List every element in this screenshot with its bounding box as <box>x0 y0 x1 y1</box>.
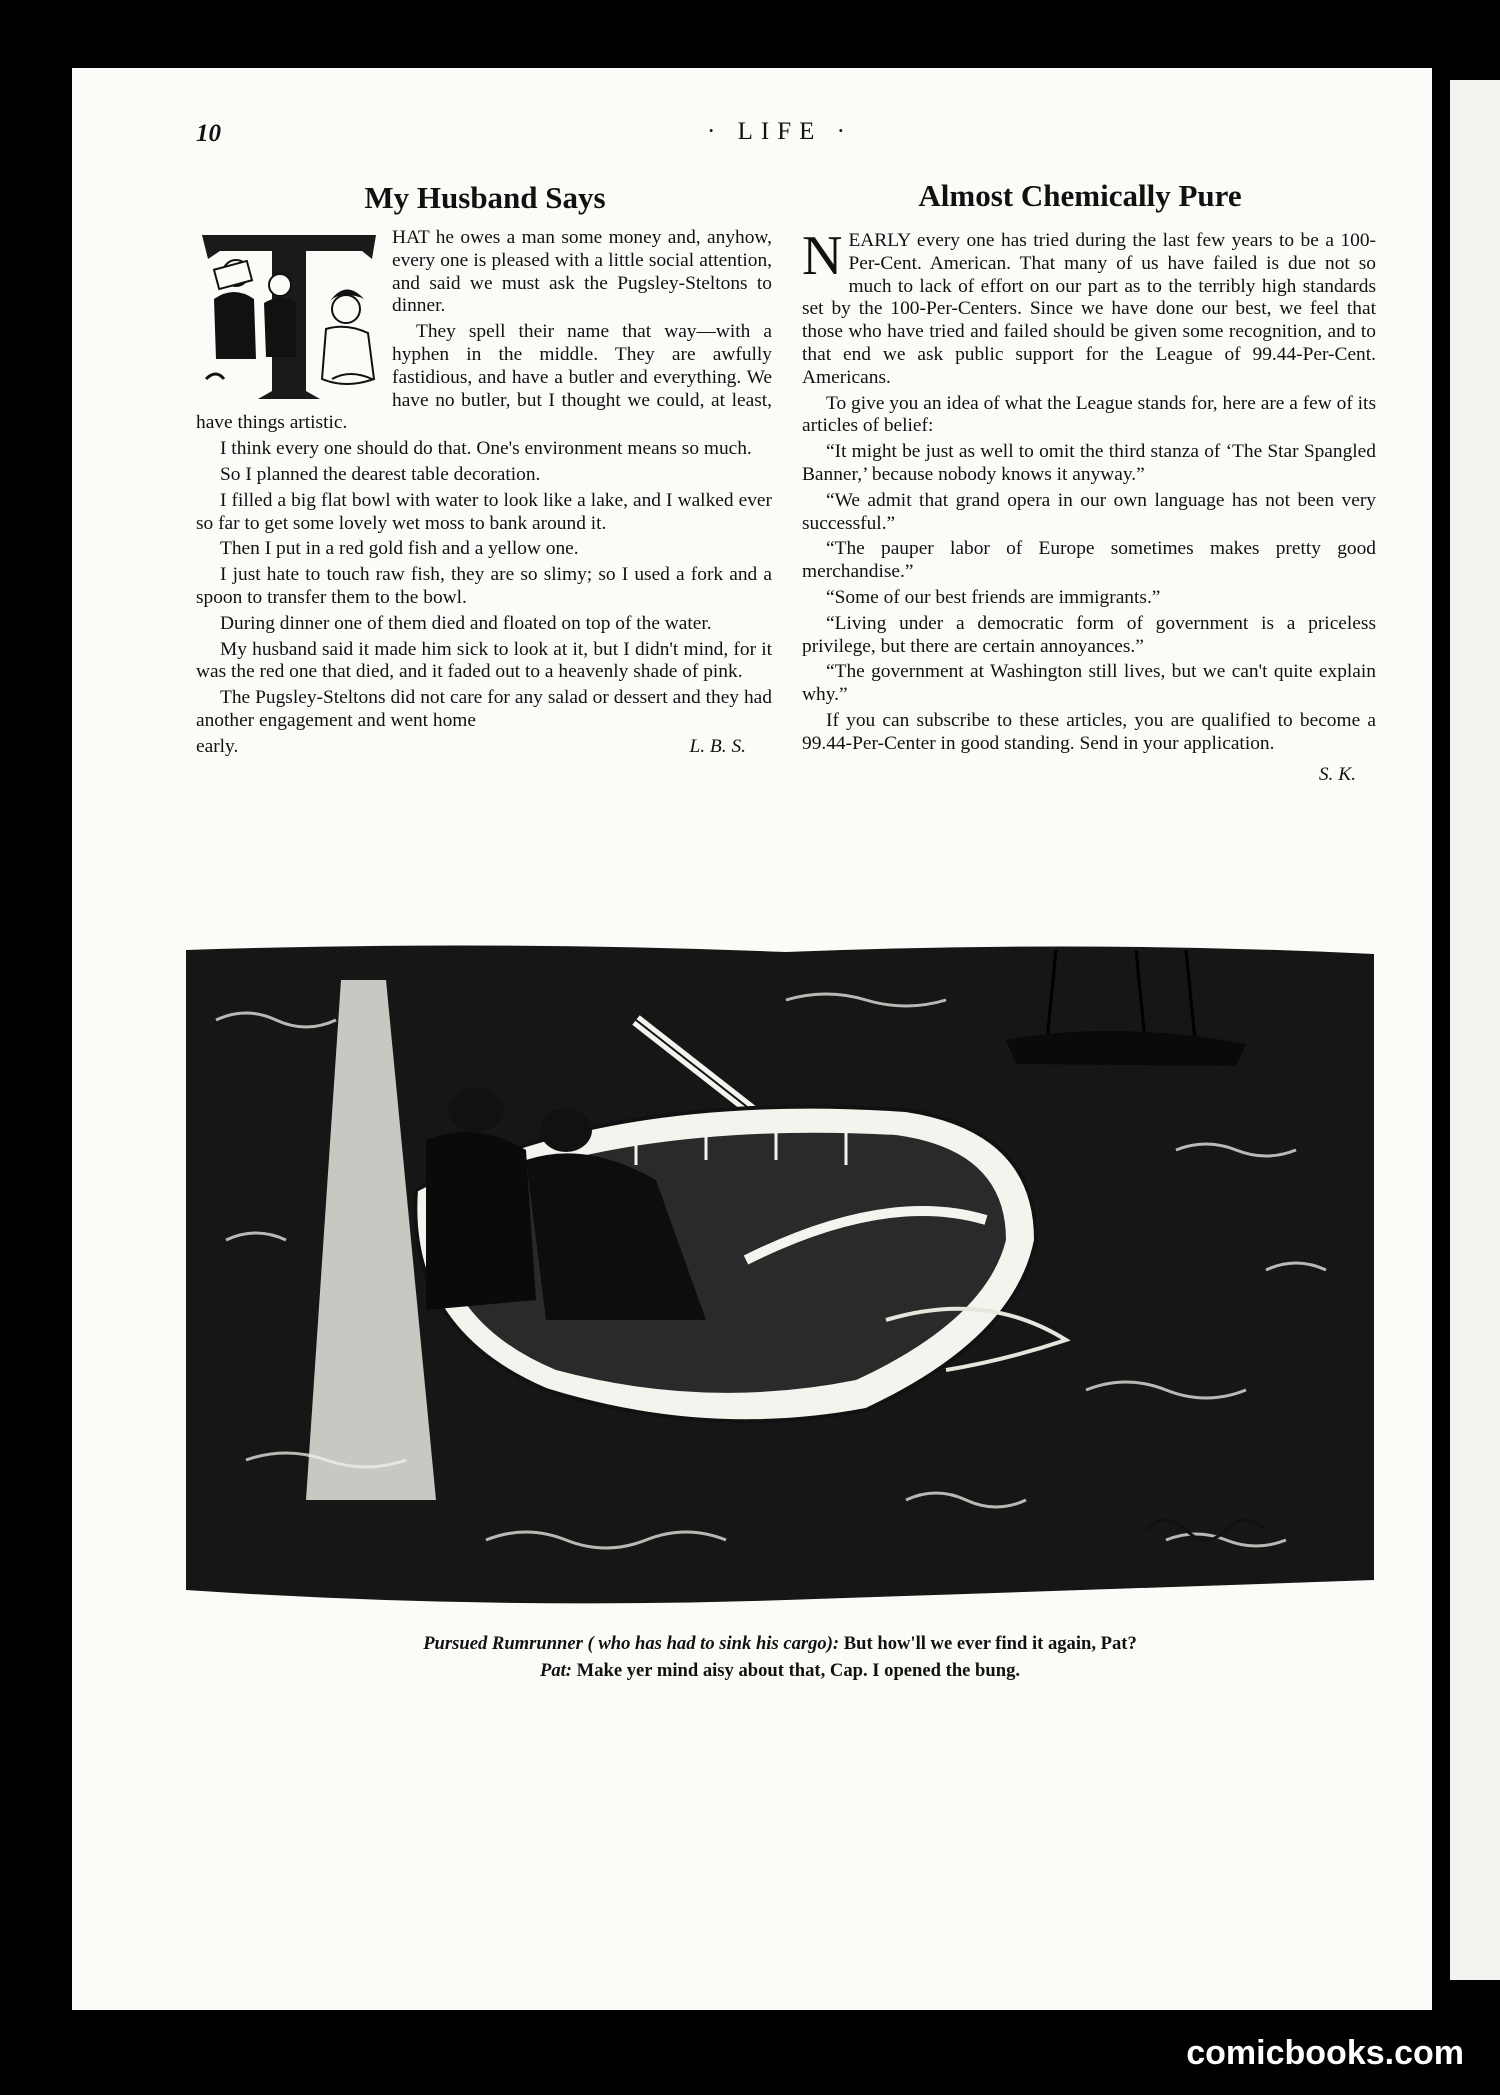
article-title-my-husband-says: My Husband Says <box>364 180 606 215</box>
cartoon-illustration <box>186 940 1374 1610</box>
paragraph: To give you an idea of what the League stands for, here are a few of its articles of belief: <box>802 392 1376 437</box>
paragraph: My husband said it made him sick to look at it, but I didn't mind, for it was the red one that died, and it faded out to a heavenly shade of pink. <box>196 638 772 683</box>
paragraph: I just hate to touch raw fish, they are so slimy; so I used a fork and a spoon to transfer them to the bowl. <box>196 564 772 608</box>
paragraph: “Some of our best friends are immigrants.” <box>826 586 1161 608</box>
paragraph: So I planned the dearest table decoration. <box>220 463 541 485</box>
author-signature: S. K. <box>1318 763 1356 785</box>
article-body-left <box>196 227 772 759</box>
first-paragraph <box>196 227 772 318</box>
paragraph: “The government at Washington still lives, but we can't quite explain why.” <box>802 661 1376 706</box>
drop-cap-illustration <box>196 229 382 405</box>
caption-line-2 <box>186 1657 1374 1684</box>
paragraph: Then I put in a red gold fish and a yellow one. <box>220 538 579 560</box>
first-paragraph <box>802 225 1376 390</box>
letter-t-figures-icon <box>196 229 382 405</box>
site-watermark: comicbooks.com <box>1186 2034 1464 2072</box>
article-title-almost-chemically-pure: Almost Chemically Pure <box>918 178 1242 213</box>
paragraph: “The pauper labor of Europe sometimes makes pretty good merchandise.” <box>802 538 1376 583</box>
caption-text-2: Make yer mind aisy about that, Cap. I opened the bung. <box>576 1660 1021 1681</box>
caption-line-1 <box>186 1630 1374 1657</box>
rowboat-sea-icon <box>186 940 1374 1610</box>
paragraph: The Pugsley-Steltons did not care for any salad or dessert and they had another engagement and went home <box>196 687 772 731</box>
caption-text-1: But how'll we ever find it again, Pat? <box>843 1633 1137 1654</box>
paragraph: During dinner one of them died and floated on top of the water. <box>220 612 712 634</box>
paragraph: I think every one should do that. One's environment means so much. <box>220 438 752 460</box>
running-head: · LIFE · <box>707 118 853 145</box>
caption-speaker-2: Pat: <box>539 1660 572 1681</box>
first-paragraph-text: EARLY every one has tried during the last few years to be a 100-Per-Cent. American. That many of us have failed is due not so much to lack of effort on our part as to the terribly high standards set by the 100-Per-Centers. Since we have done our best, we feel that those who have tried and failed should be given some recognition, and to that end we ask public support for the League of 99.44-Per-Cent. Americans. <box>802 230 1376 388</box>
first-paragraph-text: HAT he owes a man some money and, anyhow, every one is pleased with a little social attention, and said we must ask the Pugsley-Steltons to dinner. <box>392 227 772 317</box>
page-number: 10 <box>196 120 221 147</box>
paragraph: “Living under a democratic form of government is a priceless privilege, but there are certain annoyances.” <box>802 612 1376 657</box>
cartoon-caption <box>186 1630 1374 1684</box>
paragraph: If you can subscribe to these articles, you are qualified to become a 99.44-Per-Center in good standing. Send in your application. <box>802 709 1376 754</box>
article-body-right <box>802 225 1376 786</box>
caption-speaker-1: Pursued Rumrunner ( who has had to sink his cargo): <box>423 1633 840 1654</box>
author-signature: L. B. S. <box>689 735 746 757</box>
drop-cap-letter: N <box>802 225 843 287</box>
paragraph: “It might be just as well to omit the third stanza of ‘The Star Spangled Banner,’ because nobody knows it anyway.” <box>802 441 1376 485</box>
closing-word: early. <box>196 735 239 757</box>
adjacent-page-edge <box>1450 80 1500 1980</box>
byline-left <box>196 736 772 759</box>
paragraph: I filled a big flat bowl with water to look like a lake, and I walked ever so far to get some lovely wet moss to bank around it. <box>196 489 772 534</box>
paragraph: “We admit that grand opera in our own language has not been very successful.” <box>802 489 1376 534</box>
paragraph: They spell their name that way—with a hyphen in the middle. They are awfully fastidious, and have a butler and everything. We have no butler, but I thought we could, at least, have things artistic. <box>196 321 772 434</box>
